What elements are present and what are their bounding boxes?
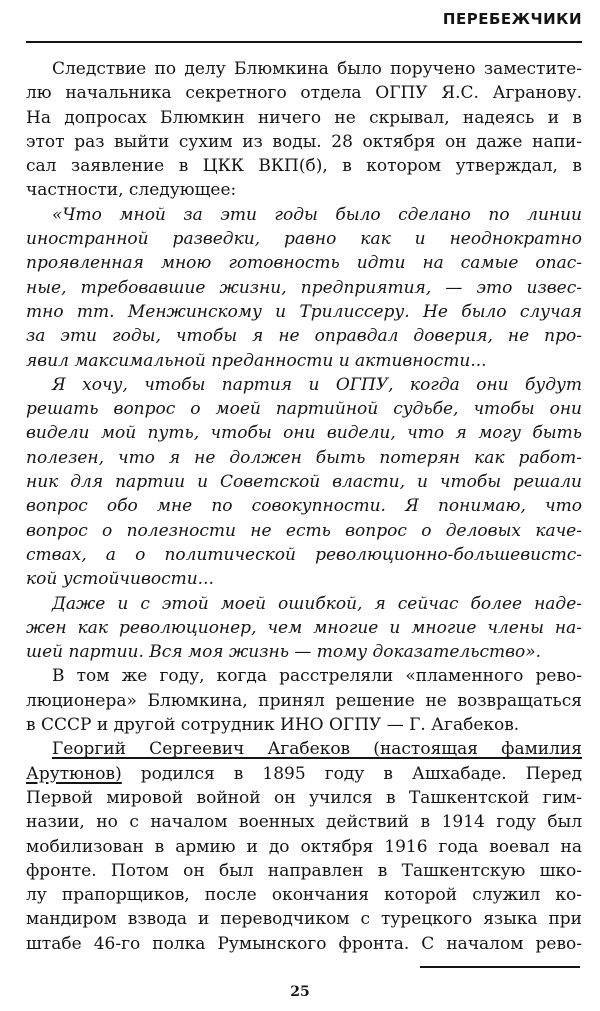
text-line: жен как революционер, чем многие и многие члены на- <box>26 617 582 638</box>
line-rest: родился в 1895 году в Ашхабаде. Перед <box>121 763 582 784</box>
text-line: вопрос о полезности не есть вопрос о деловых каче- <box>26 520 582 541</box>
text-line: Следствие по делу Блюмкина было поручено заместите- <box>52 59 582 79</box>
text-line: этот раз выйти сухим из воды. 28 октября он даже напи- <box>26 131 582 152</box>
text-line: фронте. Потом он был направлен в Ташкентскую шко- <box>26 860 582 881</box>
text-line: тно тт. Менжинскому и Трилиссеру. Не было случая <box>26 301 582 322</box>
header-rule <box>26 41 582 43</box>
text-line: На допросах Блюмкин ничего не скрывал, надеясь и в <box>26 107 582 128</box>
text-line: вопрос обо мне по совокупности. Я понимаю, что <box>26 496 582 517</box>
text-line: «Что мной за эти годы было сделано по линии <box>52 204 582 225</box>
paragraph-1 <box>26 57 582 203</box>
body-text <box>26 57 582 956</box>
text-line: шей партии. Вся моя жизнь — тому доказательство». <box>26 642 542 663</box>
running-title: ПЕРЕБЕЖЧИКИ <box>442 10 582 28</box>
paragraph-3 <box>26 737 582 956</box>
text-line: решать вопрос о моей партийной судьбе, чтобы они <box>26 399 582 420</box>
text-line <box>26 762 582 786</box>
text-line: лю начальника секретного отдела ОГПУ Я.С. Агранову. <box>26 83 582 104</box>
quote-paragraph-3 <box>26 592 582 665</box>
text-line: явил максимальной преданности и активности... <box>26 350 487 371</box>
text-line: штабе 46-го полка Румынского фронта. С началом рево- <box>26 933 582 954</box>
underlined-text: Арутюнов) <box>26 763 122 784</box>
text-line: Первой мировой войной он учился в Ташкентской гим- <box>26 787 582 808</box>
text-line: видели мой путь, чтобы они видели, что я могу быть <box>26 423 582 444</box>
text-line: проявленная мною готовность идти на самые опас- <box>26 253 582 274</box>
paragraph-2 <box>26 664 582 737</box>
text-line: мандиром взвода и переводчиком с турецкого языка при <box>26 909 582 930</box>
quote-paragraph-1 <box>26 203 582 373</box>
text-line: ник для партии и Советской власти, и чтобы решали <box>26 472 582 493</box>
text-line: Я хочу, чтобы партия и ОГПУ, когда они будут <box>52 374 582 395</box>
page-number: 25 <box>290 984 310 1000</box>
footer-rule <box>420 966 580 968</box>
text-line: иностранной разведки, равно как и неоднократно <box>26 229 582 250</box>
text-line: люционера» Блюмкина, принял решение не возвращаться <box>26 690 582 711</box>
text-line: в СССР и другой сотрудник ИНО ОГПУ — Г. Агабеков. <box>26 715 520 736</box>
text-line: сал заявление в ЦКК ВКП(б), в котором утверждал, в <box>26 156 582 177</box>
text-line: полезен, что я не должен быть потерян как работ- <box>26 447 582 468</box>
text-line: Даже и с этой моей ошибкой, я сейчас более наде- <box>52 593 582 614</box>
text-line: назии, но с началом военных действий в 1914 году был <box>26 812 582 833</box>
text-line <box>26 737 582 761</box>
text-line: кой устойчивости... <box>26 569 214 590</box>
text-line: за эти годы, чтобы я не оправдал доверия, не про- <box>26 326 582 347</box>
text-line: лу прапорщиков, после окончания которой служил ко- <box>26 885 582 906</box>
quote-paragraph-2 <box>26 373 582 592</box>
text-line: В том же году, когда расстреляли «пламенного рево- <box>52 666 582 687</box>
text-line: мобилизован в армию и до октября 1916 года воевал на <box>26 836 582 857</box>
text-line: частности, следующее: <box>26 180 237 201</box>
text-line: ствах, а о политической революционно-большевистс- <box>26 544 582 565</box>
text-line: ные, требовавшие жизни, предприятия, — это извес- <box>26 277 582 298</box>
underlined-text: Георгий Сергеевич Агабеков (настоящая фамилия <box>52 739 582 760</box>
